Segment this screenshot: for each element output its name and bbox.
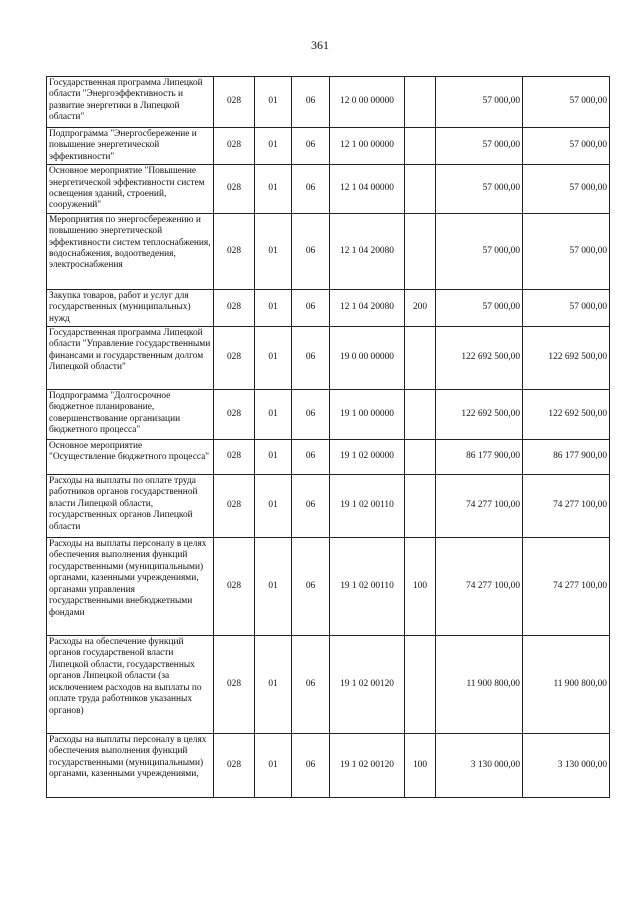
table-row — [47, 475, 610, 538]
expense-type-cell — [405, 475, 436, 538]
admin-code-cell: 028 — [214, 327, 255, 390]
subsection-code-cell: 06 — [292, 734, 330, 798]
row-name-cell: Расходы на выплаты персоналу в целях обеспечения выполнения функций государственными (муниципальными) органами, казенными учреждениями, — [47, 734, 214, 798]
table-row — [47, 213, 610, 289]
section-code-cell: 01 — [255, 213, 292, 289]
target-article-cell: 19 1 00 00000 — [330, 390, 405, 440]
amount-year2-cell: 122 692 500,00 — [523, 327, 610, 390]
amount-year1-cell: 74 277 100,00 — [436, 538, 523, 636]
amount-year2-cell: 57 000,00 — [523, 77, 610, 128]
subsection-code-cell: 06 — [292, 390, 330, 440]
section-code-cell: 01 — [255, 475, 292, 538]
expense-type-cell — [405, 213, 436, 289]
admin-code-cell: 028 — [214, 128, 255, 165]
admin-code-cell: 028 — [214, 213, 255, 289]
table-row — [47, 538, 610, 636]
amount-year2-cell: 57 000,00 — [523, 128, 610, 165]
admin-code-cell: 028 — [214, 538, 255, 636]
amount-year1-cell: 57 000,00 — [436, 77, 523, 128]
row-name-cell: Расходы на выплаты по оплате труда работников органов государственной власти Липецкой области, государственных органов Липецкой области — [47, 475, 214, 538]
table-row — [47, 734, 610, 798]
admin-code-cell: 028 — [214, 390, 255, 440]
amount-year1-cell: 57 000,00 — [436, 128, 523, 165]
table-row — [47, 77, 610, 128]
subsection-code-cell: 06 — [292, 289, 330, 326]
row-name-cell: Мероприятия по энергосбережению и повышению энергетической эффективности систем теплоснабжения, водоснабжения, водоотведения, электроснабжения — [47, 213, 214, 289]
expense-type-cell — [405, 440, 436, 475]
admin-code-cell: 028 — [214, 475, 255, 538]
section-code-cell: 01 — [255, 440, 292, 475]
expense-type-cell — [405, 165, 436, 214]
amount-year2-cell: 11 900 800,00 — [523, 636, 610, 734]
table-row — [47, 289, 610, 326]
amount-year1-cell: 57 000,00 — [436, 289, 523, 326]
target-article-cell: 19 1 02 00000 — [330, 440, 405, 475]
target-article-cell: 19 1 02 00120 — [330, 636, 405, 734]
table-row — [47, 390, 610, 440]
target-article-cell: 19 1 02 00120 — [330, 734, 405, 798]
amount-year1-cell: 122 692 500,00 — [436, 327, 523, 390]
amount-year1-cell: 74 277 100,00 — [436, 475, 523, 538]
amount-year1-cell: 11 900 800,00 — [436, 636, 523, 734]
amount-year2-cell: 86 177 900,00 — [523, 440, 610, 475]
expense-type-cell: 100 — [405, 734, 436, 798]
target-article-cell: 19 1 02 00110 — [330, 475, 405, 538]
row-name-cell: Основное мероприятие "Повышение энергетической эффективности систем освещения зданий, строений, сооружений" — [47, 165, 214, 214]
target-article-cell: 12 1 00 00000 — [330, 128, 405, 165]
section-code-cell: 01 — [255, 128, 292, 165]
target-article-cell: 19 0 00 00000 — [330, 327, 405, 390]
amount-year2-cell: 3 130 000,00 — [523, 734, 610, 798]
amount-year1-cell: 86 177 900,00 — [436, 440, 523, 475]
row-name-cell: Расходы на обеспечение функций органов государственой власти Липецкой области, государственных органов Липецкой области (за исключением расходов на выплаты по оплате труда работников указанных органов) — [47, 636, 214, 734]
section-code-cell: 01 — [255, 165, 292, 214]
amount-year2-cell: 74 277 100,00 — [523, 475, 610, 538]
section-code-cell: 01 — [255, 327, 292, 390]
expense-type-cell — [405, 128, 436, 165]
expense-type-cell — [405, 77, 436, 128]
admin-code-cell: 028 — [214, 734, 255, 798]
page-number: 361 — [311, 38, 329, 52]
section-code-cell: 01 — [255, 538, 292, 636]
subsection-code-cell: 06 — [292, 327, 330, 390]
target-article-cell: 12 1 04 00000 — [330, 165, 405, 214]
expense-type-cell — [405, 636, 436, 734]
admin-code-cell: 028 — [214, 636, 255, 734]
expense-type-cell: 100 — [405, 538, 436, 636]
admin-code-cell: 028 — [214, 77, 255, 128]
subsection-code-cell: 06 — [292, 475, 330, 538]
amount-year2-cell: 57 000,00 — [523, 289, 610, 326]
subsection-code-cell: 06 — [292, 213, 330, 289]
table-row — [47, 327, 610, 390]
row-name-cell: Закупка товаров, работ и услуг для государственных (муниципальных) нужд — [47, 289, 214, 326]
target-article-cell: 19 1 02 00110 — [330, 538, 405, 636]
section-code-cell: 01 — [255, 636, 292, 734]
subsection-code-cell: 06 — [292, 77, 330, 128]
subsection-code-cell: 06 — [292, 440, 330, 475]
subsection-code-cell: 06 — [292, 165, 330, 214]
amount-year1-cell: 57 000,00 — [436, 213, 523, 289]
expense-type-cell — [405, 390, 436, 440]
table-row — [47, 128, 610, 165]
amount-year1-cell: 3 130 000,00 — [436, 734, 523, 798]
target-article-cell: 12 1 04 20080 — [330, 289, 405, 326]
amount-year2-cell: 57 000,00 — [523, 165, 610, 214]
admin-code-cell: 028 — [214, 165, 255, 214]
row-name-cell: Подпрограмма "Долгосрочное бюджетное планирование, совершенствование организации бюджетного процесса" — [47, 390, 214, 440]
budget-table — [46, 76, 610, 798]
section-code-cell: 01 — [255, 289, 292, 326]
admin-code-cell: 028 — [214, 289, 255, 326]
expense-type-cell — [405, 327, 436, 390]
row-name-cell: Государственная программа Липецкой области "Энергоэффективность и развитие энергетики в Липецкой области" — [47, 77, 214, 128]
admin-code-cell: 028 — [214, 440, 255, 475]
amount-year2-cell: 122 692 500,00 — [523, 390, 610, 440]
section-code-cell: 01 — [255, 390, 292, 440]
amount-year2-cell: 57 000,00 — [523, 213, 610, 289]
amount-year1-cell: 122 692 500,00 — [436, 390, 523, 440]
row-name-cell: Основное мероприятие "Осуществление бюджетного процесса" — [47, 440, 214, 475]
amount-year1-cell: 57 000,00 — [436, 165, 523, 214]
target-article-cell: 12 0 00 00000 — [330, 77, 405, 128]
expense-type-cell: 200 — [405, 289, 436, 326]
subsection-code-cell: 06 — [292, 636, 330, 734]
table-row — [47, 165, 610, 214]
row-name-cell: Расходы на выплаты персоналу в целях обеспечения выполнения функций государственными (муниципальными) органами, казенными учреждениями, органами управления государственными внебюджетными фондами — [47, 538, 214, 636]
subsection-code-cell: 06 — [292, 128, 330, 165]
table-row — [47, 440, 610, 475]
table-body — [47, 77, 610, 798]
table-row — [47, 636, 610, 734]
row-name-cell: Подпрограмма "Энергосбережение и повышение энергетической эффективности" — [47, 128, 214, 165]
subsection-code-cell: 06 — [292, 538, 330, 636]
section-code-cell: 01 — [255, 734, 292, 798]
amount-year2-cell: 74 277 100,00 — [523, 538, 610, 636]
target-article-cell: 12 1 04 20080 — [330, 213, 405, 289]
row-name-cell: Государственная программа Липецкой области "Управление государственными финансами и государственным долгом Липецкой области" — [47, 327, 214, 390]
section-code-cell: 01 — [255, 77, 292, 128]
